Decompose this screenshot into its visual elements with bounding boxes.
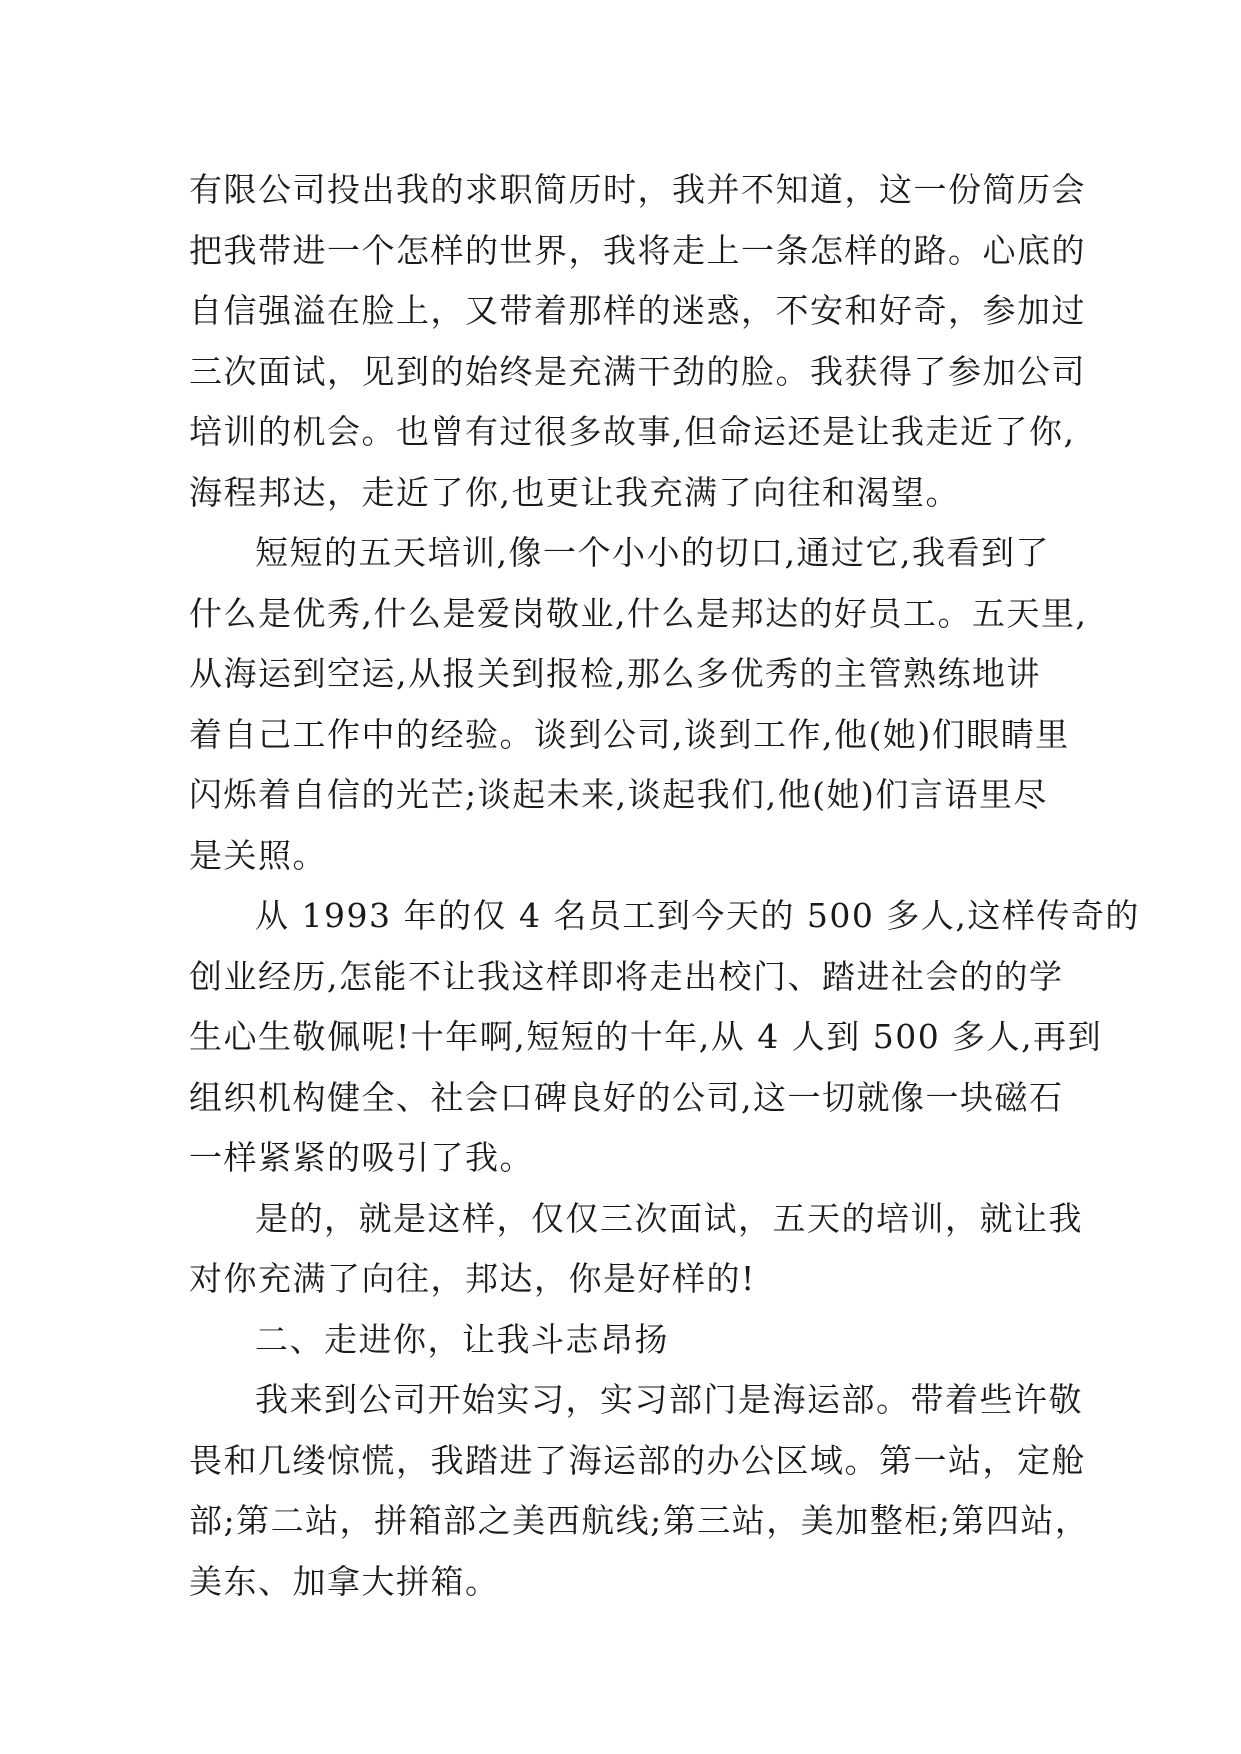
paragraph-first-line: 是的，就是这样，仅仅三次面试，五天的培训，就让我 — [255, 1198, 1083, 1238]
paragraph-first-line: 我来到公司开始实习，实习部门是海运部。带着些许敬 — [255, 1380, 1083, 1419]
paragraph-first-line: 短短的五天培训,像一个小小的切口,通过它,我看到了 — [255, 533, 1050, 572]
text-line: 组织机构健全、社会口碑良好的公司,这一切就像一块磁石 — [189, 1077, 1064, 1117]
section-heading: 二、走进你，让我斗志昂扬 — [255, 1319, 669, 1359]
text-line: 部;第二站，拼箱部之美西航线;第三站，美加整柜;第四站， — [189, 1501, 1090, 1540]
text-line: 把我带进一个怎样的世界，我将走上一条怎样的路。心底的 — [189, 230, 1086, 270]
text-line: 培训的机会。也曾有过很多故事,但命运还是让我走近了你, — [189, 412, 1076, 451]
text-line: 美东、加拿大拼箱。 — [189, 1561, 500, 1601]
text-line: 海程邦达，走近了你,也更让我充满了向往和渴望。 — [189, 472, 960, 512]
text-line: 三次面试，见到的始终是充满干劲的脸。我获得了参加公司 — [189, 351, 1086, 391]
text-line: 对你充满了向往，邦达，你是好样的! — [189, 1259, 756, 1298]
text-line: 自信强溢在脸上，又带着那样的迷惑，不安和好奇，参加过 — [189, 291, 1086, 330]
text-line: 从海运到空运,从报关到报检,那么多优秀的主管熟练地讲 — [189, 654, 1041, 693]
text-line: 畏和几缕惊慌，我踏进了海运部的办公区域。第一站，定舱 — [189, 1440, 1086, 1480]
body-text — [189, 160, 1140, 1612]
text-line: 闪烁着自信的光芒;谈起未来,谈起我们,他(她)们言语里尽 — [189, 775, 1048, 814]
text-line: 生心生敬佩呢!十年啊,短短的十年,从 4 人到 500 多人,再到 — [189, 1017, 1103, 1056]
text-line: 是关照。 — [189, 835, 327, 875]
text-line: 什么是优秀,什么是爱岗敬业,什么是邦达的好员工。五天里, — [189, 593, 1088, 633]
text-line: 有限公司投出我的求职简历时，我并不知道，这一份简历会 — [189, 170, 1086, 209]
text-line: 着自己工作中的经验。谈到公司,谈到工作,他(她)们眼睛里 — [189, 714, 1070, 754]
text-line: 一样紧紧的吸引了我。 — [189, 1138, 534, 1177]
paragraph-first-line: 从 1993 年的仅 4 名员工到今天的 500 多人,这样传奇的 — [255, 896, 1140, 935]
text-line: 创业经历,怎能不让我这样即将走出校门、踏进社会的的学 — [189, 956, 1064, 996]
